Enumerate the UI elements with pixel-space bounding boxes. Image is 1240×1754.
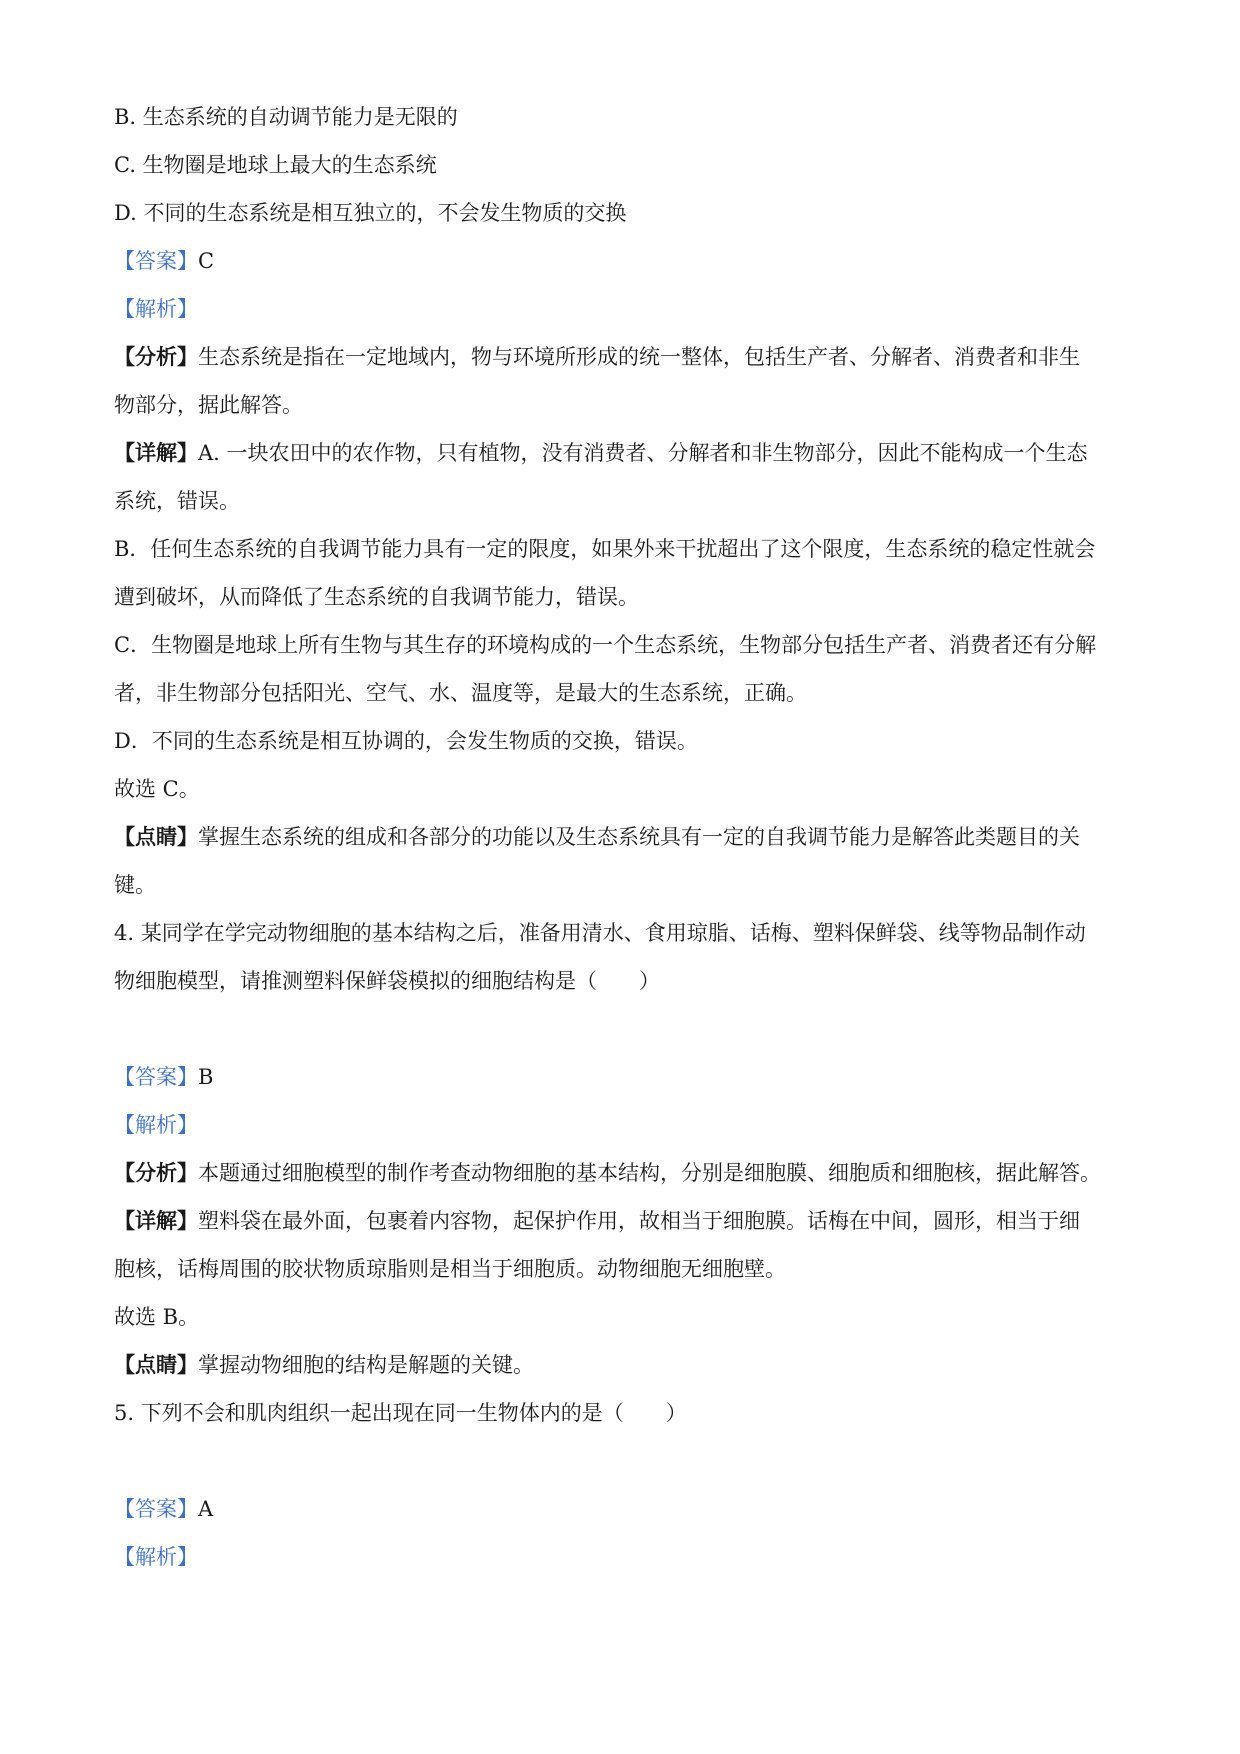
q4-xiangjie-line-1 [114, 1206, 1126, 1236]
q4-choose: 故选 B。 [114, 1305, 200, 1329]
q3-explain-d-line-1: D．不同的生态系统是相互协调的，会发生物质的交换，错误。 [114, 729, 698, 753]
dianjing-text: 掌握生态系统的组成和各部分的功能以及生态系统具有一定的自我调节能力是解答此类题目的关 [198, 825, 1080, 849]
q3-answer [114, 246, 1126, 276]
fenxi-tag: 【分析】 [114, 344, 198, 369]
answer-value: B [198, 1065, 214, 1089]
q5-stem-line-1: 5. 下列不会和肌肉组织一起出现在同一生物体内的是（ ） [114, 1401, 687, 1425]
q4-stem-line-1: 4. 某同学在学完动物细胞的基本结构之后，准备用清水、食用琼脂、话梅、塑料保鲜袋、线等物品制作动 [114, 921, 1086, 945]
q3-dianjing-line-2: 键。 [114, 873, 156, 897]
q4-analysis-tag: 【解析】 [114, 1113, 198, 1137]
q3-option-b: B. 生态系统的自动调节能力是无限的 [114, 105, 458, 129]
fenxi-tag: 【分析】 [114, 1160, 198, 1185]
q5-answer [114, 1494, 1126, 1524]
q3-xiangjie-line-1 [114, 438, 1126, 468]
q4-answer [114, 1062, 1126, 1092]
q3-explain-b-line-1: B．任何生态系统的自我调节能力具有一定的限度，如果外来干扰超出了这个限度，生态系统的稳定性就会 [114, 537, 1096, 561]
answer-tag: 【答案】 [114, 1497, 198, 1521]
q4-xiangjie-line-2: 胞核，话梅周围的胶状物质琼脂则是相当于细胞质。动物细胞无细胞壁。 [114, 1257, 786, 1281]
q3-explain-c-line-1: C．生物圈是地球上所有生物与其生存的环境构成的一个生态系统，生物部分包括生产者、消费者还有分解 [114, 633, 1097, 657]
q4-stem-line-2: 物细胞模型，请推测塑料保鲜袋模拟的细胞结构是（ ） [114, 969, 660, 993]
q5-analysis-tag: 【解析】 [114, 1545, 198, 1569]
q3-dianjing-line-1 [114, 822, 1126, 852]
q3-explain-c-line-2: 者，非生物部分包括阳光、空气、水、温度等，是最大的生态系统，正确。 [114, 681, 807, 705]
q3-choose: 故选 C。 [114, 777, 200, 801]
xiangjie-tag: 【详解】 [114, 440, 198, 465]
q3-explain-b-line-2: 遭到破坏，从而降低了生态系统的自我调节能力，错误。 [114, 585, 639, 609]
fenxi-text: 生态系统是指在一定地域内，物与环境所形成的统一整体，包括生产者、分解者、消费者和非生 [198, 345, 1080, 369]
xiangjie-tag: 【详解】 [114, 1208, 198, 1233]
q3-xiangjie-line-2: 系统，错误。 [114, 489, 240, 513]
q3-fenxi-line-2: 物部分，据此解答。 [114, 393, 303, 417]
q3-analysis-tag: 【解析】 [114, 297, 198, 321]
dianjing-tag: 【点睛】 [114, 824, 198, 849]
dianjing-text: 掌握动物细胞的结构是解题的关键。 [198, 1353, 534, 1377]
answer-tag: 【答案】 [114, 1065, 198, 1089]
q4-dianjing-line-1 [114, 1350, 1126, 1380]
q3-option-c: C. 生物圈是地球上最大的生态系统 [114, 153, 437, 177]
answer-value: C [198, 249, 215, 273]
fenxi-text: 本题通过细胞模型的制作考查动物细胞的基本结构，分别是细胞膜、细胞质和细胞核，据此解答。 [198, 1161, 1101, 1185]
answer-value: A [198, 1497, 214, 1521]
answer-tag: 【答案】 [114, 249, 198, 273]
xiangjie-text: A. 一块农田中的农作物，只有植物，没有消费者、分解者和非生物部分，因此不能构成一个生态 [198, 441, 1088, 465]
q3-fenxi-line-1 [114, 342, 1126, 372]
xiangjie-text: 塑料袋在最外面，包裹着内容物，起保护作用，故相当于细胞膜。话梅在中间，圆形，相当于细 [198, 1209, 1080, 1233]
q4-fenxi-line-1 [114, 1158, 1126, 1188]
q3-option-d: D. 不同的生态系统是相互独立的，不会发生物质的交换 [114, 201, 627, 225]
dianjing-tag: 【点睛】 [114, 1352, 198, 1377]
